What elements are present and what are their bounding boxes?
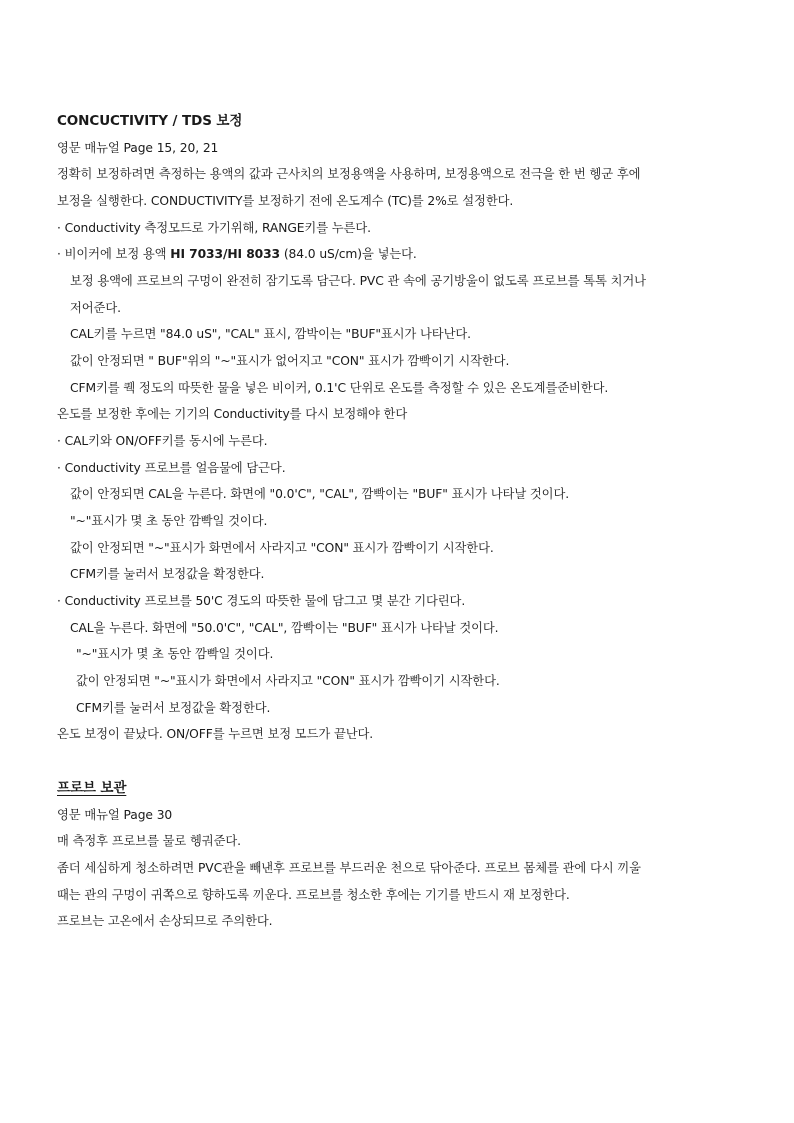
instruction-line: 값이 안정되면 "~"표시가 화면에서 사라지고 "CON" 표시가 깜빡이기 시작한다. [70,541,494,555]
storage-line: 때는 관의 구멍이 귀쪽으로 향하도록 끼운다. 프로브를 청소한 후에는 기기를 반드시 재 보정한다. [57,888,570,902]
bullet-beaker-solution-suffix: (84.0 uS/cm)을 넣는다. [280,247,417,261]
instruction-line: CFM키를 눌러서 보정값을 확정한다. [70,567,265,581]
bullet-cal-onoff: · CAL키와 ON/OFF키를 동시에 누른다. [57,434,268,448]
solution-code: HI 7033/HI 8033 [170,247,281,261]
temperature-note: 온도를 보정한 후에는 기기의 Conductivity를 다시 보정해야 한다 [57,407,408,421]
section-title-conductivity: CONCUCTIVITY / TDS 보정 [57,113,243,129]
instruction-line: 보정 용액에 프로브의 구멍이 완전히 잠기도록 담근다. PVC 관 속에 공기방울이 없도록 프로브를 톡톡 치거나 [70,274,646,288]
calibration-end-note: 온도 보정이 끝났다. ON/OFF를 누르면 보정 모드가 끝난다. [57,727,374,741]
bullet-beaker-solution [57,246,417,262]
intro-text-line-2: 보정을 실행한다. CONDUCTIVITY를 보정하기 전에 온도계수 (TC)를 2%로 설정한다. [57,194,514,208]
instruction-line: "~"표시가 몇 초 동안 깜빡일 것이다. [76,647,274,661]
bullet-beaker-solution-prefix: · 비이커에 보정 용액 [57,247,171,261]
instruction-line: CAL키를 누르면 "84.0 uS", "CAL" 표시, 깜박이는 "BUF"표시가 나타난다. [70,327,471,341]
storage-line: 좀더 세심하게 청소하려면 PVC관을 빼낸후 프로브를 부드러운 천으로 닦아준다. 프로브 몸체를 관에 다시 끼울 [57,861,641,875]
bullet-ice-water: · Conductivity 프로브를 얼음물에 담근다. [57,461,286,475]
page-reference: 영문 매뉴얼 Page 30 [57,808,173,822]
bullet-warm-water: · Conductivity 프로브를 50'C 경도의 따뜻한 물에 담그고 몇 분간 기다린다. [57,594,466,608]
instruction-line: 저어준다. [70,301,121,315]
storage-line: 프로브는 고온에서 손상되므로 주의한다. [57,914,273,928]
instruction-line: 값이 안정되면 " BUF"위의 "~"표시가 없어지고 "CON" 표시가 깜빡이기 시작한다. [70,354,510,368]
instruction-line: CAL을 누른다. 화면에 "50.0'C", "CAL", 깜빡이는 "BUF" 표시가 나타날 것이다. [70,621,499,635]
instruction-line: CFM키를 눌러서 보정값을 확정한다. [76,701,271,715]
instruction-line: 값이 안정되면 CAL을 누른다. 화면에 "0.0'C", "CAL", 깜빡이는 "BUF" 표시가 나타날 것이다. [70,487,570,501]
section-title-probe-storage: 프로브 보관 [57,780,127,796]
instruction-line: "~"표시가 몇 초 동안 깜빡일 것이다. [70,514,268,528]
instruction-line: 값이 안정되면 "~"표시가 화면에서 사라지고 "CON" 표시가 깜빡이기 시작한다. [76,674,500,688]
bullet-range-key: · Conductivity 측정모드로 가기위해, RANGE키를 누른다. [57,221,371,235]
storage-line: 매 측정후 프로브를 물로 헹궈준다. [57,834,241,848]
page-reference: 영문 매뉴얼 Page 15, 20, 21 [57,141,219,155]
instruction-line: CFM키를 퀙 정도의 따뜻한 물을 넣은 비이커, 0.1'C 단위로 온도를 측정할 수 있은 온도계를준비한다. [70,381,609,395]
intro-text-line-1: 정확히 보정하려면 측정하는 용액의 값과 근사치의 보정용액을 사용하며, 보정용액으로 전극을 한 번 헹군 후에 [57,167,641,181]
